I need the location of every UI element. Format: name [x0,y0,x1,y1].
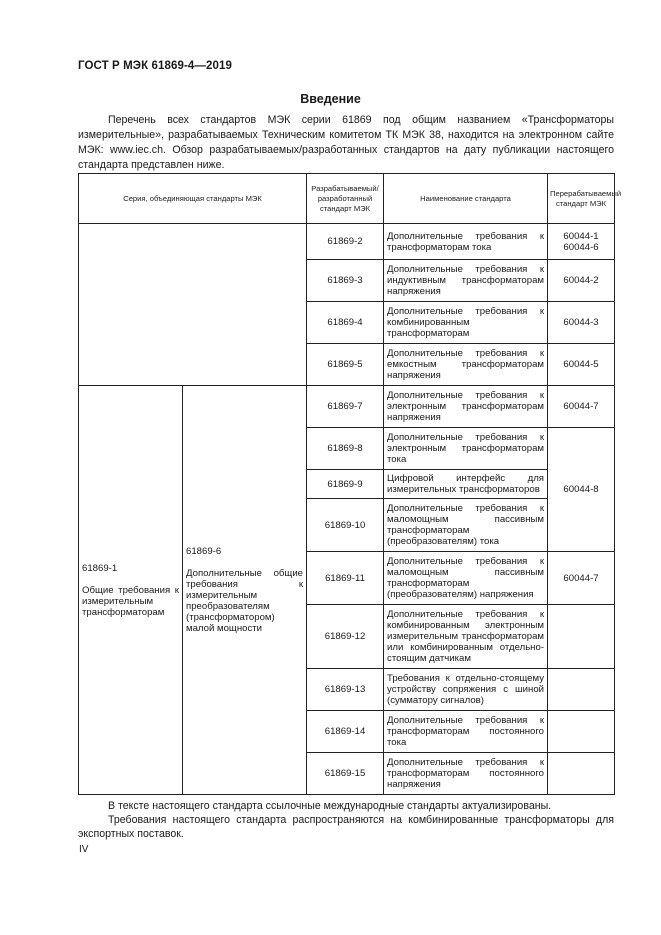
standard-name: Дополнительные требования к маломощным пассивным трансформаторам (преобразователям) тока [384,499,548,552]
table-header-row [79,174,615,224]
replaced-standard: 60044-5 [548,344,615,386]
standard-code: 61869-9 [307,470,384,499]
standard-name: Дополнительные требования к трансформаторам постоянного напряжения [384,753,548,795]
page-title: Введение [300,92,361,106]
footer-notes [78,799,614,841]
standard-code: 61869-7 [307,386,384,428]
standard-name: Дополнительные требования к комбинированным трансформаторам [384,302,548,344]
standard-name: Дополнительные требования к трансформаторам тока [384,224,548,260]
page-number: IV [79,844,89,855]
standards-table [78,173,622,795]
empty-series-cell [79,224,307,386]
standard-code: 61869-10 [307,499,384,552]
standard-code: 61869-4 [307,302,384,344]
replaced-standard: 60044-7 [548,552,615,605]
replaced-standard: 60044-7 [548,386,615,428]
standard-code: 61869-2 [307,224,384,260]
table-row [79,386,615,428]
replaced-line: 60044-1 60044-6 [563,230,599,253]
standard-code: 61869-12 [307,605,384,669]
standard-name: Дополнительные требования к индуктивным трансформаторам напряжения [384,260,548,302]
standard-name: Дополнительные требования к трансформаторам постоянного тока [384,711,548,753]
standard-code: 61869-3 [307,260,384,302]
series-low-power-code: 61869-6 [186,546,222,557]
standard-name: Цифровой интерфейс для измерительных трансформаторов [384,470,548,499]
standard-name: Дополнительные требования к маломощным пассивным трансформаторам (преобразователям) напряжения [384,552,548,605]
table-row [79,224,615,260]
footer-note-2: Требования настоящего стандарта распространяются на комбинированные трансформаторы для экспортных поставок. [78,814,614,840]
standard-name: Дополнительные требования к емкостным трансформаторам напряжения [384,344,548,386]
series-general-cell [79,386,183,795]
replaced-standard: 60044-8 [548,428,615,552]
replaced-standard [548,669,615,711]
header-name: Наименование стандарта [384,174,548,224]
standard-name: Дополнительные требования к комбинированным электронным измерительным трансформаторам или комбинированным отдельно-стоящим датчикам [384,605,548,669]
header-series: Серия, объединяющая стандарты МЭК [79,174,307,224]
series-low-power-cell [183,386,307,795]
replaced-standard: 60044-3 [548,302,615,344]
replaced-standard [548,224,615,260]
series-low-power-desc: Дополнительные общие требования к измерительным преобразователям (трансформатором) малой мощности [186,568,304,634]
intro-text: Перечень всех стандартов МЭК серии 61869 под общим названием «Трансформаторы измерительные», разрабатываемых Техническим комитетом ТК МЭК 38, находится на электронном сайте МЭК: www.iec.ch. Обзор разрабатываемых/разработанных стандартов на дату публикации настоящего стандарта представлен ниже. [78,114,614,171]
header-replaced: Перерабатываемый стандарт МЭК [548,174,615,224]
series-general-code: 61869-1 [82,562,118,574]
replaced-standard: 60044-2 [548,260,615,302]
standard-code: 61869-13 [307,669,384,711]
standard-code: 61869-15 [307,753,384,795]
standard-code: 61869-8 [307,428,384,470]
standard-code: 61869-5 [307,344,384,386]
footer-note-1: В тексте настоящего стандарта ссылочные международные стандарты актуализированы. [108,800,552,812]
standard-name: Требования к отдельно-стоящему устройству сопряжения с шиной (сумматору сигналов) [384,669,548,711]
replaced-standard [548,753,615,795]
replaced-standard [548,711,615,753]
document-id: ГОСТ Р МЭК 61869-4—2019 [78,60,232,72]
header-developed: Разрабатываемый/разработанный стандарт МЭК [307,174,384,224]
series-general-desc: Общие требования к измерительным трансформаторам [82,584,179,618]
standard-name: Дополнительные требования к электронным трансформаторам тока [384,428,548,470]
replaced-standard [548,605,615,669]
standard-code: 61869-11 [307,552,384,605]
standard-code: 61869-14 [307,711,384,753]
intro-paragraph [78,113,614,173]
standard-name: Дополнительные требования к электронным трансформаторам напряжения [384,386,548,428]
